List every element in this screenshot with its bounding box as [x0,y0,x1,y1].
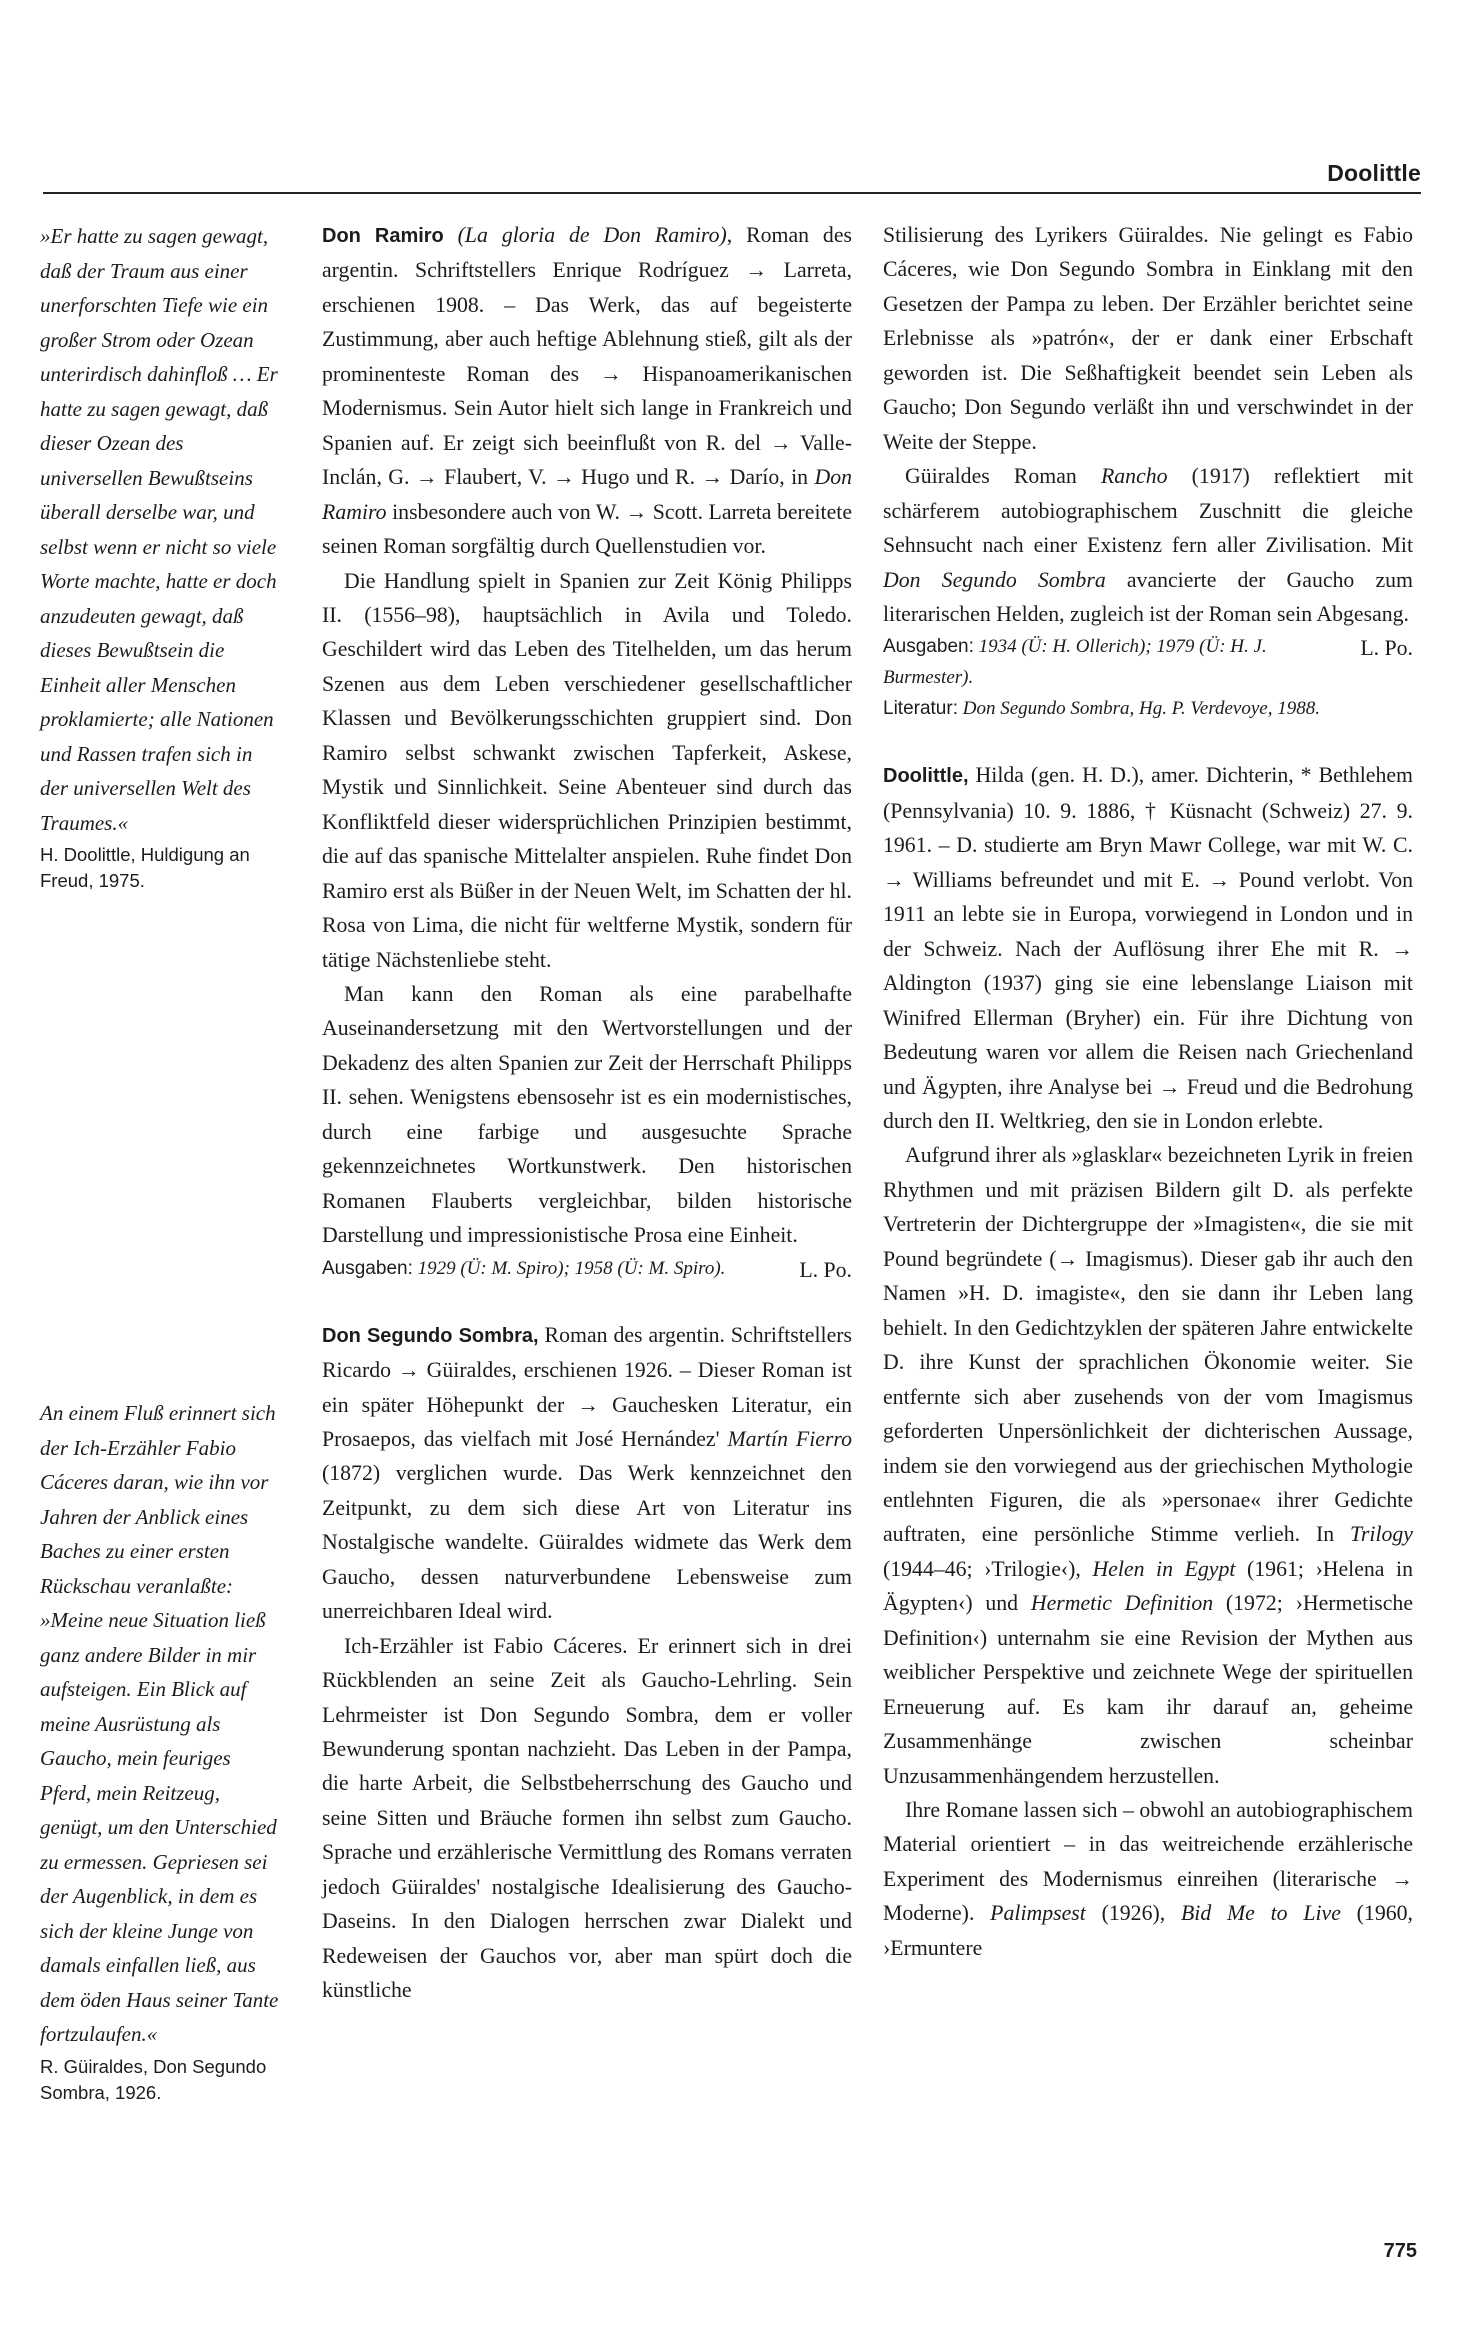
author-signature: L. Po. [799,1257,852,1282]
entry-title: Don Ramiro [322,225,444,247]
entry-don-ramiro-ausgaben: Ausgaben: 1929 (Ü: M. Spiro); 1958 (Ü: M. Spiro). [322,1257,726,1279]
entry-don-segundo-p3: Güiraldes Roman Rancho (1917) reflektiert mit schärferem autobiographischem Zuschnitt die gleiche Sehnsucht nach einer Existenz fern aller Zivilisation. Mit Don Segundo Sombra avancierte der Gaucho zum literarischen Helden, zugleich ist der Roman sein Abgesang. L. Po. [883,459,1413,631]
entry-don-segundo-p1: Don Segundo Sombra, Roman des argentin. Schriftstellers Ricardo → Güiraldes, erschienen 1926. – Dieser Roman ist ein später Höhepunkt der → Gauchesken Literatur, ein Prosaepos, das vielfach mit José Hernández' Martín Fierro (1872) verglichen wurde. Das Werk kennzeichnet den Zeitpunkt, zu dem sich diese Art von Literatur ins Nostalgische wandelte. Güiraldes widmete das Werk dem Gaucho, dessen naturverbundene Lebensweise zum unerreichbaren Ideal wird. [322,1322,852,1624]
entry-don-segundo-literatur: Literatur: Don Segundo Sombra, Hg. P. Verdevoye, 1988. [883,698,1320,720]
entry-doolittle-p3: Ihre Romane lassen sich – obwohl an autobiographischem Material orientiert – in das weitreichende erzählerische Experiment des Modernismus einreihen (literarische → Moderne). Palimpsest (1926), Bid Me to Live (1960, ›Ermuntere [883,1798,1413,1960]
entry-don-ramiro-p3: Man kann den Roman als eine parabelhafte Auseinandersetzung mit den Wertvorstellungen und der Dekadenz des alten Spanien zur Zeit der Herrschaft Philipps II. sehen. Wenigstens ebensosehr ist es ein modernistisches, durch eine farbige und ausgesuchte Sprache gekennzeichnetes Wortkunstwerk. Den historischen Romanen Flauberts vergleichbar, bilden historische Darstellung und impressionistische Prosa eine Einheit. L. Po. [322,977,852,1253]
column-right [883,218,1413,1965]
margin-quote-attribution: R. Güiraldes, Don Segundo Sombra, 1926. [40,2055,267,2103]
entry-don-segundo-ausgaben: Ausgaben: 1934 (Ü: H. Ollerich); 1979 (Ü: H. J. Burmester). [883,636,1267,689]
margin-quote-guiraldes [40,1396,280,2106]
entry-title: Doolittle, [883,765,969,788]
entry-don-segundo-p2-cont: Stilisierung des Lyrikers Güiraldes. Nie gelingt es Fabio Cáceres, wie Don Segundo Sombra in Einklang mit den Gesetzen der Pampa zu leben. Der Erzähler berichtet seine Erlebnisse als »patrón«, der er dank einer Erbschaft geworden ist. Die Seßhaftigkeit beendet sein Leben als Gaucho; Don Segundo verläßt ihn und verschwindet in der Weite der Steppe. [883,223,1413,454]
running-header: Doolittle [1327,160,1421,186]
margin-quote-doolittle [40,219,280,894]
entry-don-segundo-p2: Ich-Erzähler ist Fabio Cáceres. Er erinnert sich in drei Rückblenden an seine Zeit als Gaucho-Lehrling. Sein Lehrmeister ist Don Segundo Sombra, dem er voller Bewunderung spontan nachzieht. Das Leben in der Pampa, die harte Arbeit, die Selbstbeherrschung des Gaucho und seine Sitten und Bräuche formen ihn selbst zum Gaucho. Sprache und erzählerische Vermittlung des Romans verraten jedoch Güiraldes' nostalgische Idealisierung des Gaucho-Daseins. In den Dialogen herrschen zwar Dialekt und Redeweisen der Gauchos vor, aber man spürt doch die künstliche [322,1633,852,2003]
entry-doolittle-p1: Doolittle, Hilda (gen. H. D.), amer. Dichterin, * Bethlehem (Pennsylvania) 10. 9. 1886, † Küsnacht (Schweiz) 27. 9. 1961. – D. studierte am Bryn Mawr College, war mit W. C. → Williams befreundet und mit E. → Pound verlobt. Von 1911 an lebte sie in Europa, vorwiegend in London und in der Schweiz. Nach der Auflösung ihrer Ehe mit R. → Aldington (1937) ging sie eine lebenslange Liaison mit Winifred Ellerman (Bryher) ein. Für ihre Dichtung von Bedeutung waren vor allem die Reisen nach Griechenland und Ägypten, ihre Analyse bei → Freud und die Bedrohung durch den II. Weltkrieg, den sie in London erlebte. [883,763,1413,1133]
column-middle [322,218,852,2008]
entry-doolittle-p2: Aufgrund ihrer als »glasklar« bezeichneten Lyrik in freien Rhythmen und mit präzisen Bildern gilt D. als perfekte Vertreterin der Dichtergruppe der »Imagisten«, die sie mit Pound begründete (→ Imagismus). Dieser gab ihr auch den Namen »H. D. imagiste«, den sie dann ihr Leben lang behielt. In den Gedichtzyklen der späteren Jahre entwickelte D. ihre Kunst der sprachlichen Ökonomie weiter. Sie entfernte sich aber zusehends von der vom Imagismus geforderten Unpersönlichkeit der dichterischen Aussage, indem sie den vorwiegend aus der griechischen Mythologie entlehnten Figuren, die als »personae« ihrer Gedichte auftraten, eine persönliche Stimme verlieh. In Trilogy (1944–46; ›Trilogie‹), Helen in Egypt (1961; ›Helena in Ägypten‹) und Hermetic Definition (1972; ›Hermetische Definition‹) unternahm sie eine Revision der Mythen aus weiblicher Perspektive und zeichnete Wege der spirituellen Erneuerung auf. Es kam ihr darauf an, geheime Zusammenhänge zwischen scheinbar Unzusammenhängendem herzustellen. [883,1143,1413,1788]
author-signature: L. Po. [1360,636,1413,661]
header-rule [43,192,1421,194]
entry-don-ramiro-p2: Die Handlung spielt in Spanien zur Zeit König Philipps II. (1556–98), hauptsächlich in Avila und Toledo. Geschildert wird das Leben des Titelhelden, um das herum Szenen aus dem Leben verschiedener gesellschaftlicher Klassen und Bevölkerungsschichten gruppiert sind. Don Ramiro selbst schwankt zwischen Tapferkeit, Askese, Mystik und Sinnlichkeit. Seine Abenteuer sind durch das Konfliktfeld dieser widersprüchlichen Prinzipien bestimmt, die auf das spanische Mittelalter anspielen. Ruhe findet Don Ramiro erst als Büßer in der Neuen Welt, im Schatten der hl. Rosa von Lima, die nicht für weltferne Mystik, sondern für tätige Nächstenliebe steht. [322,568,852,972]
margin-quote-text: »Meine neue Situation ließ ganz andere Bilder in mir aufsteigen. Ein Blick auf meine Ausrüstung als Gaucho, mein feuriges Pferd, mein Reitzeug, genügt, um den Unterschied zu ermessen. Gepriesen sei der Augenblick, in dem es sich der kleine Junge von damals einfallen ließ, aus dem öden Haus seiner Tante fortzulaufen.« [40,1608,279,2046]
margin-quote-attribution: H. Doolittle, Huldigung an Freud, 1975. [40,844,250,891]
entry-title: Don Segundo Sombra, [322,1324,539,1347]
margin-quote-text: »Er hatte zu sagen gewagt, daß der Traum aus einer unerforschten Tiefe wie ein großer Strom oder Ozean unterirdisch dahinfloß … Er hatte zu sagen gewagt, daß dieser Ozean des universellen Bewußtseins überall derselbe war, und selbst wenn er nicht so viele Worte machte, hatte er doch anzudeuten gewagt, daß dieses Bewußtsein die Einheit aller Menschen proklamierte; alle Nationen und Rassen trafen sich in der universellen Welt des Traumes.« [40,224,278,835]
page-number: 775 [1383,2240,1417,2262]
entry-original-title: (La gloria de Don Ramiro) [457,223,727,247]
margin-quote-intro: An einem Fluß erinnert sich der Ich-Erzähler Fabio Cáceres daran, wie ihn vor Jahren der Anblick eines Baches zu einer ersten Rückschau veranlaßte: [40,1401,276,1598]
entry-don-ramiro-p1: Don Ramiro (La gloria de Don Ramiro), Roman des argentin. Schriftstellers Enrique Rodríguez → Larreta, erschienen 1908. – Das Werk, das auf begeisterte Zustimmung, aber auch heftige Ablehnung stieß, gilt als der prominenteste Roman des → Hispanoamerikanischen Modernismus. Sein Autor hielt sich lange in Frankreich und Spanien auf. Er zeigt sich beeinflußt von R. del → Valle-Inclán, G. → Flaubert, V. → Hugo und R. → Darío, in Don Ramiro insbesondere auch von W. → Scott. Larreta bereitete seinen Roman sorgfältig durch Quellenstudien vor. [322,223,852,559]
